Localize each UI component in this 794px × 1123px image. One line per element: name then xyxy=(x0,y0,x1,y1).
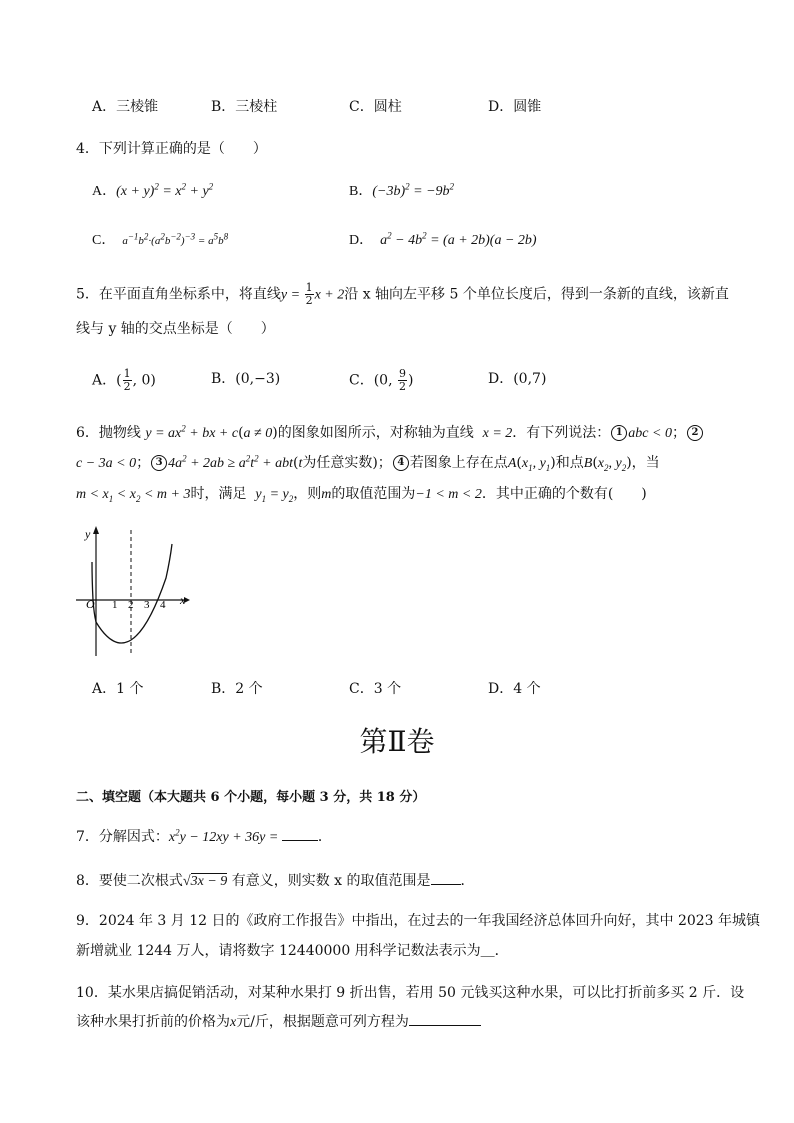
q4-stem: 4．下列计算正确的是（ ） xyxy=(76,141,267,157)
q5-option-d: D．(0,7) xyxy=(488,371,547,387)
q6-line2: c − 3a < 0； 3 $4a^2 + 2ab \ge a^2t^2 + abt(t$为任意实数)； 4 若图象上存在点$A(x_1$, $y_1$)和点$B(x_2$, $y_2$)，当 xyxy=(76,453,660,473)
q6-option-b: B．2 个 xyxy=(211,681,263,697)
q4-option-b: B．$(-3b)^2 = -9b^2$ xyxy=(349,181,455,199)
tick-2: 2 xyxy=(128,599,134,611)
q6-option-a: A．1 个 xyxy=(92,681,144,697)
q6-line1: 6．抛物线 $y = ax^2$ + bx + c(a ≠ 0)的图象如图所示，对称轴为直线 x = 2．有下列说法： 1 abc < 0； 2 xyxy=(76,422,704,442)
q10-line1: 10．某水果店搞促销活动，对某种水果打 9 折出售，若用 50 元钱买这种水果，可以比打折前多买 2 斤．设 xyxy=(76,985,745,1001)
part2-title: 第Ⅱ卷 xyxy=(359,725,435,758)
q9-line1: 9．2024 年 3 月 12 日的《政府工作报告》中指出，在过去的一年我国经济总体回升向好，其中 2023 年城镇 xyxy=(76,913,761,929)
x-axis-label: x xyxy=(180,593,186,607)
section2-heading: 二、填空题（本大题共 6 个小题，每小题 3 分，共 18 分） xyxy=(76,790,426,805)
parabola-curve xyxy=(96,544,172,643)
q4-option-c: C． $a^{-1}b^2\cdot(a^2b^{-2})^{-3} = a^5b^8$ xyxy=(92,231,229,248)
q3-option-a: A．三棱锥 xyxy=(92,99,159,115)
q6-line3: $m < x_1 < x_2 < m + 3$时，满足 $y_1 = y_2$，则m的取值范围为−1 < m < 2．其中正确的个数有( ) xyxy=(76,486,647,504)
q3-option-d: D．圆锥 xyxy=(488,99,542,115)
y-axis-label: y xyxy=(85,527,91,541)
q10-line2: 该种水果打折前的价格为x元/斤，根据题意可列方程为 xyxy=(76,1011,481,1031)
q5-option-c: C．(0, $\frac{9}{2}$ ) xyxy=(349,367,414,393)
parabola-graph xyxy=(72,520,194,660)
q6-option-d: D．4 个 xyxy=(488,681,541,697)
tick-1: 1 xyxy=(112,599,118,611)
tick-4: 4 xyxy=(160,599,166,611)
q3-option-c: C．圆柱 xyxy=(349,99,402,115)
q7: 7．分解因式：$x^2y - 12xy + 36y$ = ． xyxy=(76,827,332,845)
q9-line2: 新增就业 1244 万人，请将数字 12440000 用科学记数法表示为＿． xyxy=(76,943,509,959)
tick-3: 3 xyxy=(144,599,150,611)
q4-option-d: D． $a^2 - 4b^2 = (a + 2b)(a - 2b)$ xyxy=(349,230,537,248)
q5-option-a: A．( $\frac{1}{2}$ , 0) xyxy=(92,367,156,393)
q6-option-c: C．3 个 xyxy=(349,681,402,697)
q4-option-a: A．$(x + y)^2 = x^2 + y^2$ xyxy=(92,181,214,199)
q5-stem-line1: 5．在平面直角坐标系中，将直线y = $\frac{1}{2}$ x + 2沿 x 轴向左平移 5 个单位长度后，得到一条新的直线，该新直 xyxy=(76,281,729,307)
y-axis-arrow xyxy=(93,526,99,534)
q8: 8．要使二次根式√3x − 9 有意义，则实数 x 的取值范围是 ． xyxy=(76,873,475,889)
q3-option-b: B．三棱柱 xyxy=(211,99,278,115)
q5-option-b: B．(0,−3) xyxy=(211,371,281,387)
origin-label: O xyxy=(86,597,95,611)
q5-stem-line2: 线与 y 轴的交点坐标是（ ） xyxy=(76,321,275,337)
